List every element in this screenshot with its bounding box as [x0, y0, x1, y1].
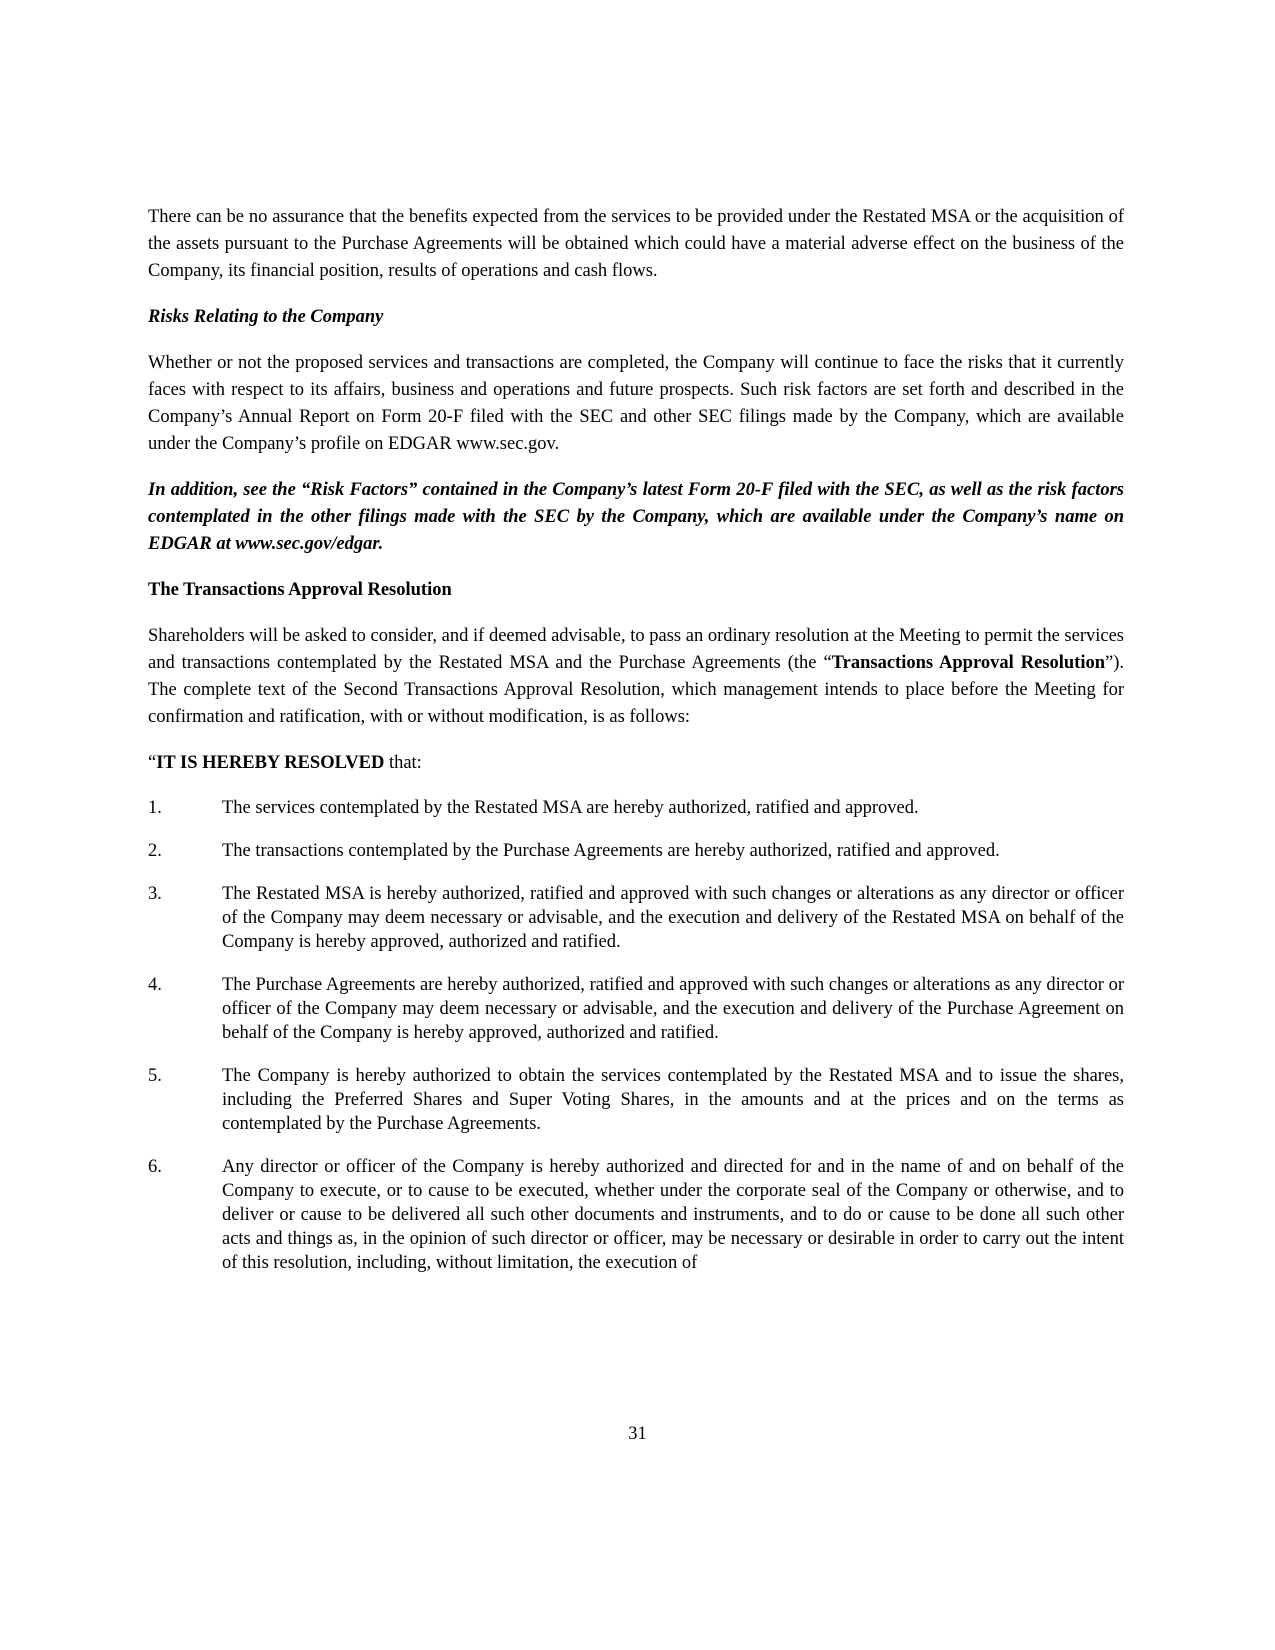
- resolution-number: 6.: [148, 1157, 162, 1177]
- resolution-item: [148, 973, 1124, 1045]
- resolved-open-quote: “: [148, 753, 157, 773]
- transactions-approval-term: Transactions Approval Resolution: [831, 653, 1105, 673]
- document-page: [148, 204, 1124, 1294]
- resolution-text: The transactions contemplated by the Purchase Agreements are hereby authorized, ratified and approved.: [222, 841, 1000, 861]
- resolution-item: [148, 882, 1124, 954]
- risk-factors-paragraph: In addition, see the “Risk Factors” contained in the Company’s latest Form 20-F filed with the SEC, as well as the risk factors contemplated in the other filings made with the SEC by the Company, which are available under the Company’s name on EDGAR at www.sec.gov/edgar.: [148, 480, 1124, 554]
- shareholders-paragraph: [148, 623, 1124, 731]
- resolution-text: The Restated MSA is hereby authorized, ratified and approved with such changes or alterations as any director or officer of the Company may deem necessary or advisable, and the execution and delivery of the Restated MSA on behalf of the Company is hereby approved, authorized and ratified.: [222, 884, 1124, 952]
- resolution-item: [148, 839, 1124, 863]
- risks-paragraph: Whether or not the proposed services and transactions are completed, the Company will continue to face the risks that it currently faces with respect to its affairs, business and operations and future prospects. Such risk factors are set forth and described in the Company’s Annual Report on Form 20-F filed with the SEC and other SEC filings made by the Company, which are available under the Company’s profile on EDGAR www.sec.gov.: [148, 353, 1124, 454]
- resolved-after: that:: [384, 753, 422, 773]
- resolution-number: 1.: [148, 798, 162, 818]
- resolved-term: IT IS HEREBY RESOLVED: [156, 753, 385, 773]
- resolution-number: 3.: [148, 884, 162, 904]
- resolution-item: [148, 1064, 1124, 1136]
- shareholders-text-after: ”). The complete text of the Second Transactions Approval Resolution, which management intends to place before the Meeting for confirmation and ratification, with or without modification, is as follows:: [148, 653, 1124, 727]
- resolution-text: Any director or officer of the Company is hereby authorized and directed for and in the name of and on behalf of the Company to execute, or to cause to be executed, whether under the corporate seal of the Company or otherwise, and to deliver or cause to be delivered all such other documents and instruments, and to do or cause to be done all such other acts and things as, in the opinion of such director or officer, may be necessary or desirable in order to carry out the intent of this resolution, including, without limitation, the execution of: [222, 1157, 1124, 1273]
- benefits-paragraph: There can be no assurance that the benefits expected from the services to be provided under the Restated MSA or the acquisition of the assets pursuant to the Purchase Agreements will be obtained which could have a material adverse effect on the business of the Company, its financial position, results of operations and cash flows.: [148, 207, 1124, 281]
- resolved-line: [148, 750, 1124, 777]
- page-number: 31: [628, 1424, 647, 1444]
- resolution-number: 5.: [148, 1066, 162, 1086]
- resolution-list: [148, 796, 1124, 1275]
- resolution-number: 4.: [148, 975, 162, 995]
- resolution-text: The Company is hereby authorized to obtain the services contemplated by the Restated MSA and to issue the shares, including the Preferred Shares and Super Voting Shares, in the amounts and at the prices and on the terms as contemplated by the Purchase Agreements.: [222, 1066, 1124, 1134]
- shareholders-text-before: Shareholders will be asked to consider, and if deemed advisable, to pass an ordinary resolution at the Meeting to permit the services and transactions contemplated by the Restated MSA and the Purchase Agreements (the “: [148, 626, 1124, 673]
- resolution-text: The services contemplated by the Restated MSA are hereby authorized, ratified and approved.: [222, 798, 919, 818]
- risks-heading: Risks Relating to the Company: [148, 307, 384, 327]
- resolution-number: 2.: [148, 841, 162, 861]
- resolution-item: [148, 1155, 1124, 1275]
- resolution-text: The Purchase Agreements are hereby authorized, ratified and approved with such changes or alterations as any director or officer of the Company may deem necessary or advisable, and the execution and delivery of the Purchase Agreement on behalf of the Company is hereby approved, authorized and ratified.: [222, 975, 1124, 1043]
- transactions-heading: The Transactions Approval Resolution: [148, 580, 452, 600]
- resolution-item: [148, 796, 1124, 820]
